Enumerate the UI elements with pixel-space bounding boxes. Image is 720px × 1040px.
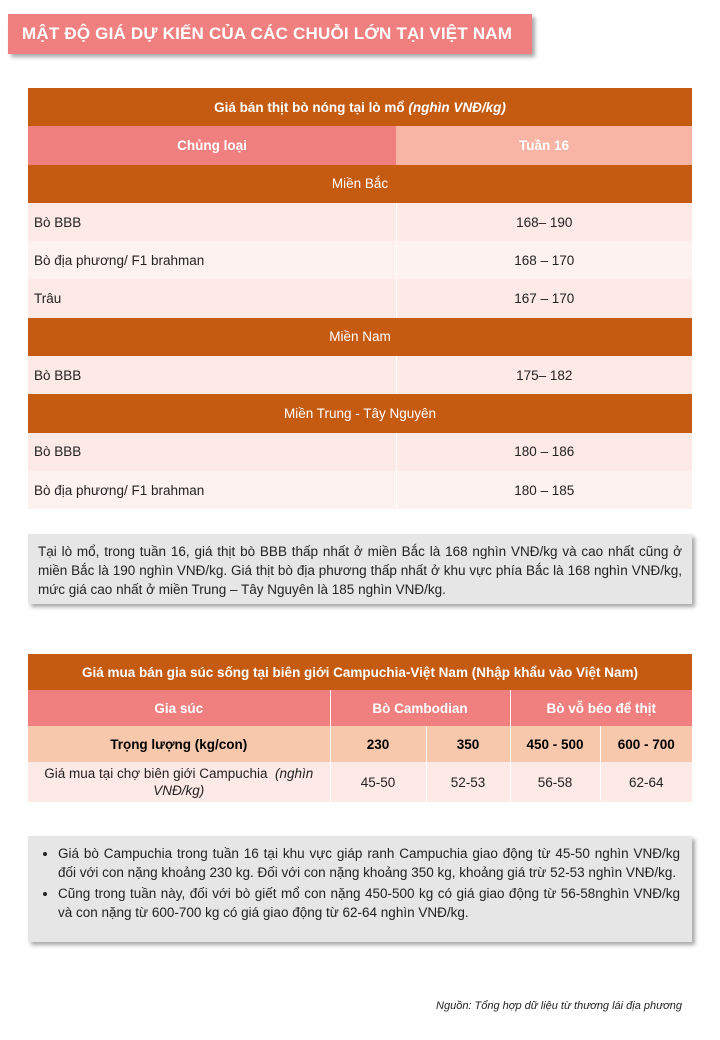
table-row (28, 356, 692, 394)
price-label (28, 762, 330, 802)
row-value: 168– 190 (396, 203, 692, 241)
row-label: Bò địa phương/ F1 brahman (28, 471, 396, 509)
table-row (28, 203, 692, 241)
price-row (28, 762, 692, 802)
row-label: Bò địa phương/ F1 brahman (28, 241, 396, 279)
page-title: MẬT ĐỘ GIÁ DỰ KIẾN CỦA CÁC CHUỖI LỚN TẠI VIỆT NAM (8, 14, 532, 54)
cattle-border-note (28, 836, 692, 942)
table-row (28, 279, 692, 317)
group-fattened-header: Bò vỗ béo để thịt (510, 690, 692, 726)
beef-price-note: Tại lò mổ, trong tuần 16, giá thịt bò BBB thấp nhất ở miền Bắc là 168 nghìn VNĐ/kg và cao nhất cũng ở miền Bắc là 190 nghìn VNĐ/kg. Giá thịt bò địa phương thấp nhất ở khu vực phía Bắc là 168 nghìn VNĐ/kg, mức giá cao nhất ở miền Trung – Tây Nguyên là 185 nghìn VNĐ/kg. (28, 534, 692, 604)
row-value: 175– 182 (396, 356, 692, 394)
weight-value: 230 (330, 726, 426, 762)
row-label: Bò BBB (28, 203, 396, 241)
row-value: 180 – 186 (396, 433, 692, 471)
price-label-unit: (nghìn VNĐ/kg) (153, 766, 314, 798)
table-row (28, 433, 692, 471)
row-label: Bò BBB (28, 356, 396, 394)
list-item: • Cũng trong tuần này, đối với bò giết mổ con nặng 450-500 kg có giá giao động từ 56-58nghìn VNĐ/kg và con nặng từ 600-700 kg có giá giao động từ 62-64 nghìn VNĐ/kg. (58, 884, 680, 922)
price-value: 52-53 (426, 762, 510, 802)
beef-price-table (28, 88, 692, 509)
weight-row (28, 726, 692, 762)
col-type-header: Chủng loại (28, 126, 396, 164)
table1-title-main: Giá bán thịt bò nóng tại lò mổ (214, 99, 405, 115)
table1-title-unit: (nghìn VNĐ/kg) (408, 99, 506, 115)
row-value: 167 – 170 (396, 279, 692, 317)
row-label: Bò BBB (28, 433, 396, 471)
cattle-border-table (28, 654, 692, 802)
list-item: • Giá bò Campuchia trong tuần 16 tại khu vực giáp ranh Campuchia giao động từ 45-50 nghìn VNĐ/kg đối với con nặng khoảng 230 kg. Đối với con nặng khoảng 350 kg, khoảng giá trừ 52-53 nghìn VNĐ/kg. (58, 844, 680, 882)
table2-title: Giá mua bán gia súc sống tại biên giới Campuchia-Việt Nam (Nhập khẩu vào Việt Nam) (28, 654, 692, 690)
price-value: 62-64 (600, 762, 692, 802)
row-value: 180 – 185 (396, 471, 692, 509)
table-row (28, 241, 692, 279)
table1-title (28, 88, 692, 126)
weight-value: 450 - 500 (510, 726, 600, 762)
region-south: Miền Nam (28, 318, 692, 356)
region-central: Miền Trung - Tây Nguyên (28, 394, 692, 432)
table-row (28, 471, 692, 509)
weight-value: 600 - 700 (600, 726, 692, 762)
weight-label: Trọng lượng (kg/con) (28, 726, 330, 762)
row-value: 168 – 170 (396, 241, 692, 279)
col-livestock-header: Gia súc (28, 690, 330, 726)
row-label: Trâu (28, 279, 396, 317)
price-label-text: Giá mua tại chợ biên giới Campuchia (44, 766, 268, 781)
price-value: 56-58 (510, 762, 600, 802)
col-week-header: Tuần 16 (396, 126, 692, 164)
region-north: Miền Bắc (28, 165, 692, 203)
weight-value: 350 (426, 726, 510, 762)
source-note: Nguồn: Tổng hợp dữ liệu từ thương lái địa phương (436, 1000, 682, 1012)
group-cambodian-header: Bò Cambodian (330, 690, 510, 726)
price-value: 45-50 (330, 762, 426, 802)
